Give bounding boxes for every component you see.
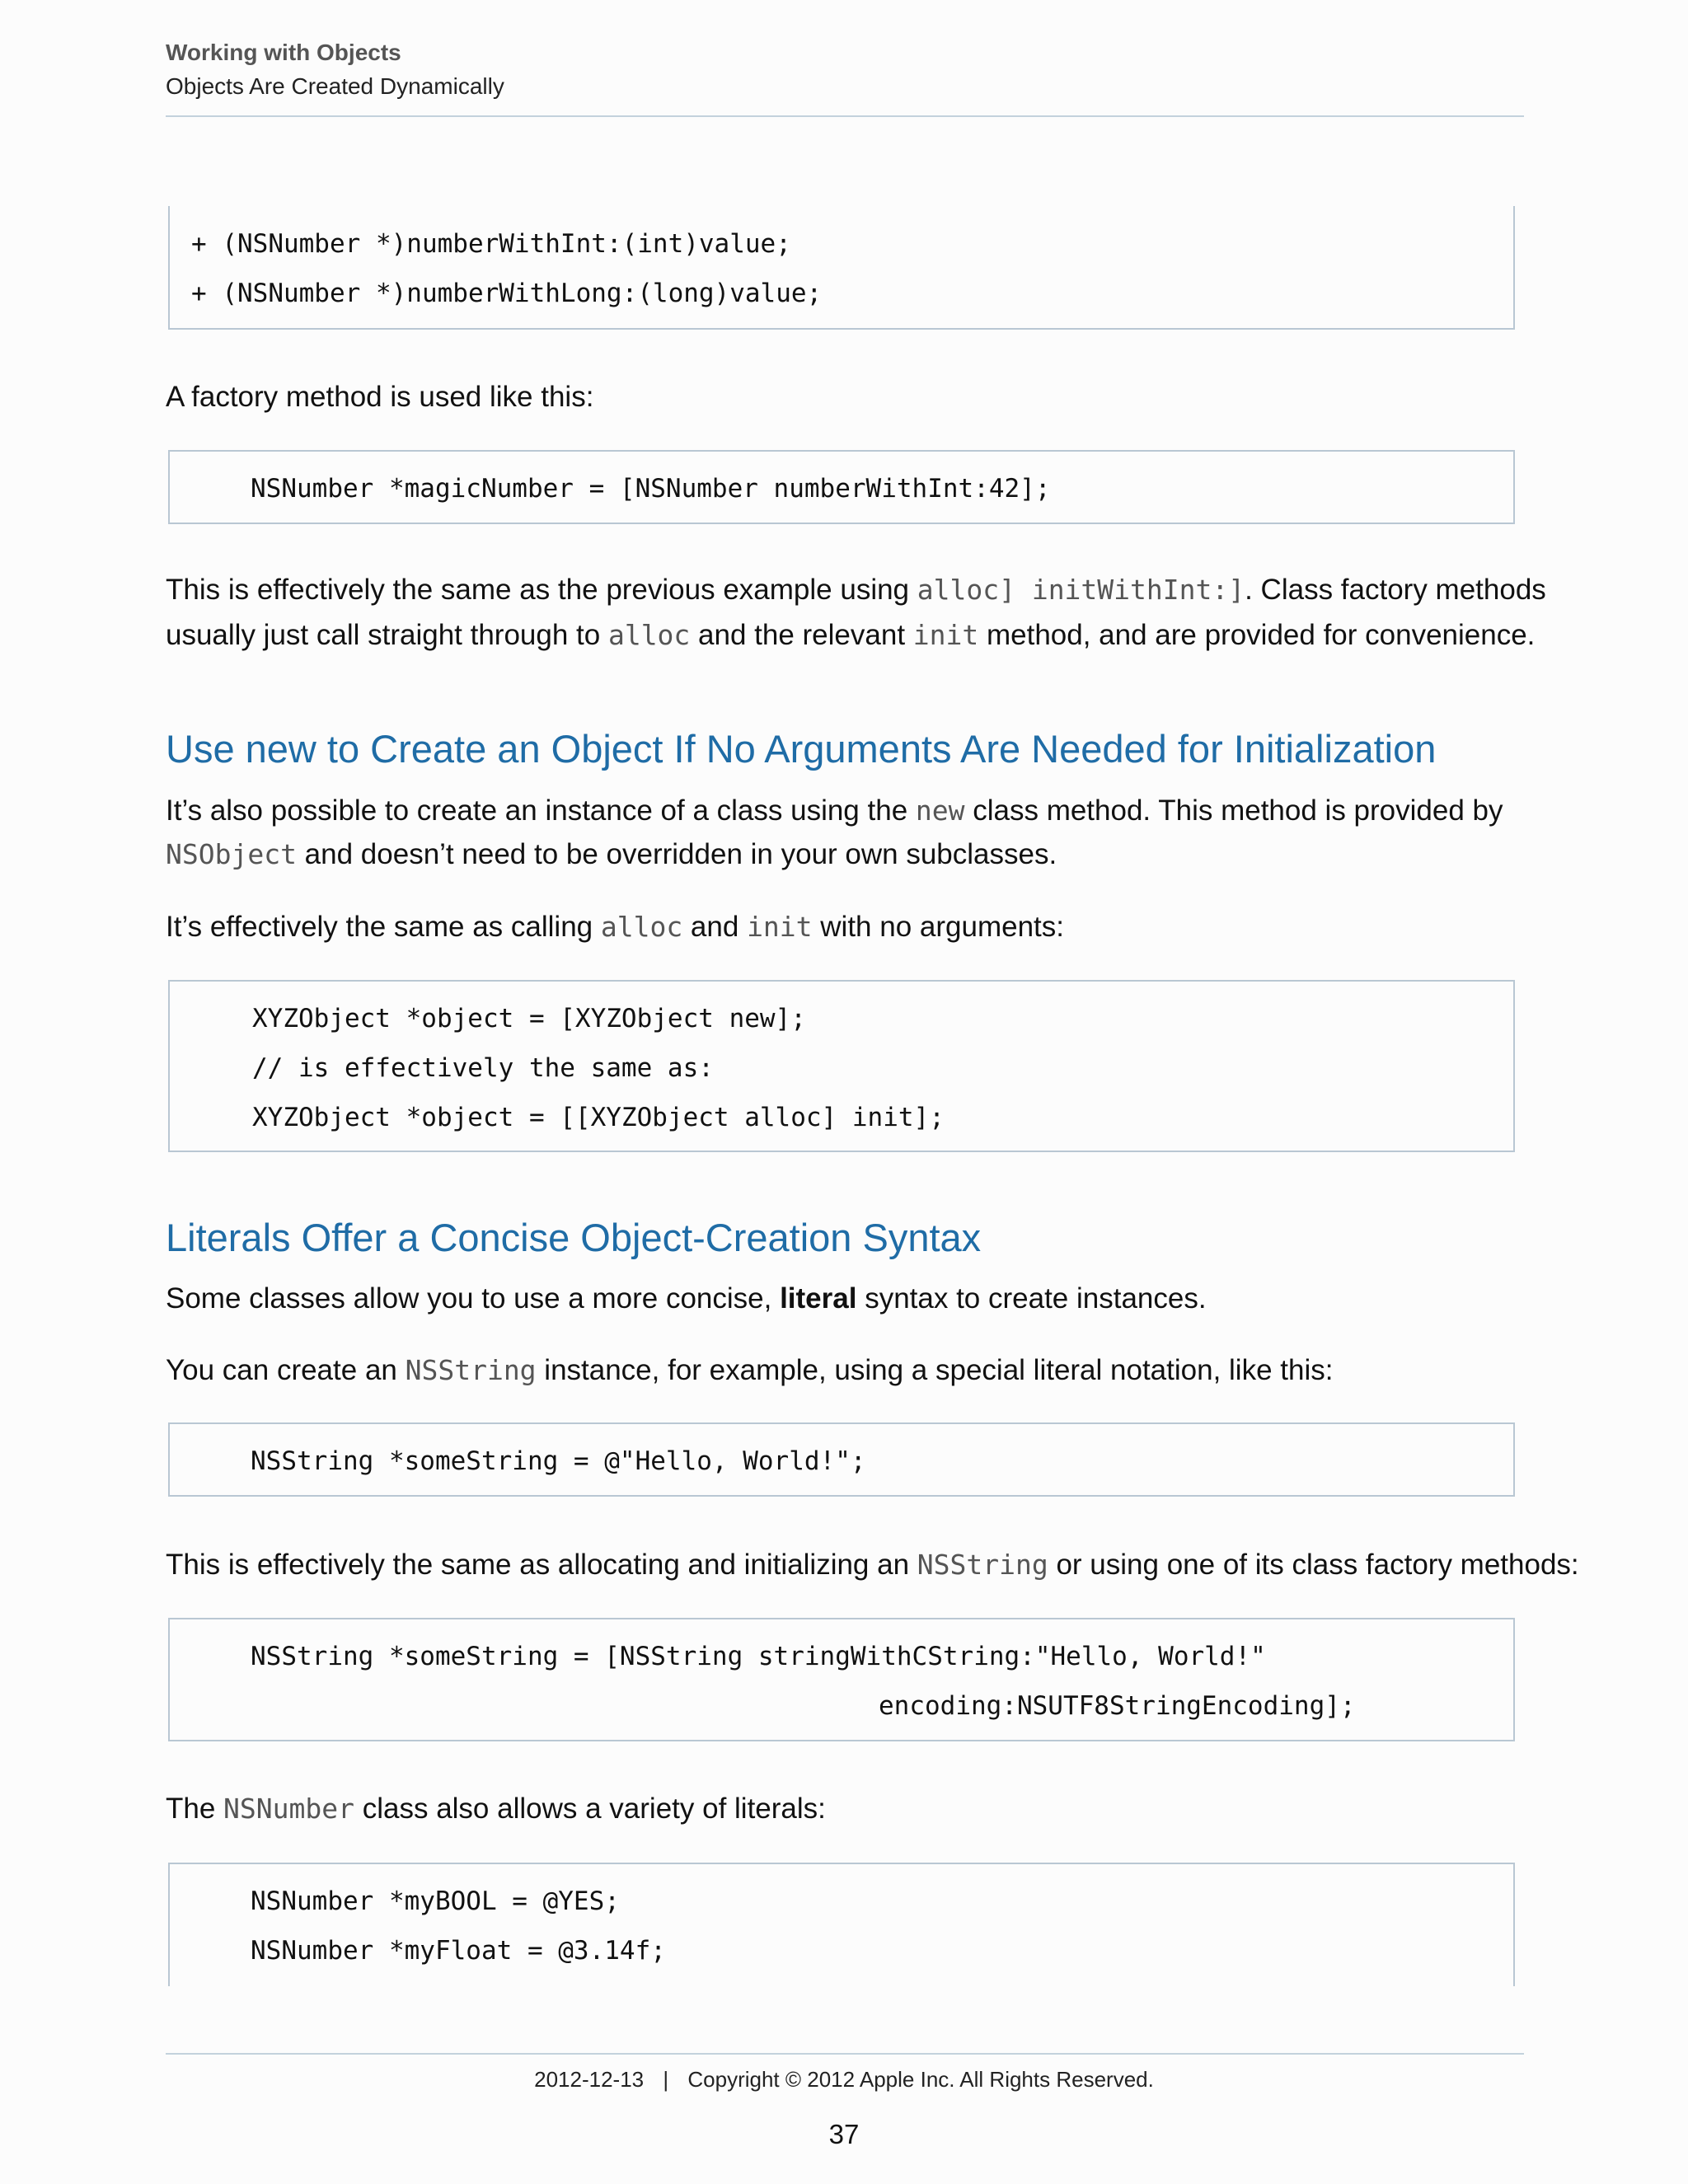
text: usually just call straight through to [166, 619, 608, 651]
code-block-string-literal [168, 1422, 1515, 1497]
text: and [682, 911, 748, 943]
inline-code: alloc] initWithInt:] [917, 574, 1245, 606]
section-heading: Literals Offer a Concise Object-Creation Syntax [166, 1216, 982, 1259]
inline-code: NSObject [166, 838, 297, 870]
inline-code: alloc [607, 619, 691, 651]
code-block-factory-declarations [168, 206, 1515, 330]
paragraph: A factory method is used like this: [166, 381, 594, 413]
inline-code: new [915, 794, 965, 827]
section-heading: Use new to Create an Object If No Arguments Are Needed for Initialization [166, 727, 1437, 771]
code-line: // is effectively the same as: [252, 1053, 714, 1083]
code-block-new-method [168, 980, 1515, 1152]
text: The [166, 1793, 224, 1825]
text: class method. This method is provided by [964, 794, 1503, 827]
inline-code: NSNumber [223, 1793, 354, 1825]
code-line: NSNumber *myFloat = @3.14f; [251, 1936, 666, 1966]
text: Some classes allow you to use a more concise, [166, 1282, 781, 1315]
text: You can create an [166, 1354, 406, 1386]
paragraph [166, 1549, 1579, 1582]
code-line: + (NSNumber *)numberWithInt:(int)value; [191, 229, 791, 259]
paragraph [166, 619, 1534, 652]
chapter-title: Working with Objects [166, 40, 401, 65]
code-line: NSNumber *magicNumber = [NSNumber numberWithInt:42]; [251, 474, 1051, 504]
code-block-factory-usage [168, 450, 1515, 524]
text: syntax to create instances. [856, 1282, 1207, 1315]
text: . Class factory methods [1245, 574, 1546, 606]
text: It’s also possible to create an instance of a class using the [166, 794, 916, 827]
running-header [166, 40, 1524, 117]
paragraph [166, 911, 1534, 944]
page-number: 37 [828, 2119, 860, 2149]
inline-code: init [912, 619, 979, 651]
code-line: encoding:NSUTF8StringEncoding]; [879, 1691, 1356, 1721]
text: This is effectively the same as the previous example using [166, 574, 917, 606]
text: class also allows a variety of literals: [354, 1793, 826, 1825]
text: and doesn’t need to be overridden in your own subclasses. [296, 838, 1057, 870]
code-line: NSString *someString = @"Hello, World!"; [251, 1446, 866, 1476]
footer [0, 2067, 1688, 2093]
paragraph [166, 574, 1546, 607]
bold-term: literal [780, 1282, 857, 1315]
text: and the relevant [690, 619, 913, 651]
code-block-number-literals [168, 1863, 1515, 1986]
code-line: XYZObject *object = [[XYZObject alloc] init]; [252, 1103, 945, 1132]
text: with no arguments: [812, 911, 1064, 943]
text: or using one of its class factory methods: [1048, 1549, 1579, 1581]
inline-code: alloc [600, 911, 683, 943]
inline-code: init [747, 911, 813, 943]
section-title: Objects Are Created Dynamically [166, 73, 504, 99]
footer-copyright: Copyright © 2012 Apple Inc. All Rights Reserved. [687, 2067, 1154, 2092]
code-line: XYZObject *object = [XYZObject new]; [252, 1004, 806, 1033]
text: This is effectively the same as allocating and initializing an [166, 1549, 917, 1581]
code-line: NSNumber *myBOOL = @YES; [251, 1886, 620, 1916]
text: method, and are provided for convenience. [978, 619, 1536, 651]
code-block-string-factory [168, 1618, 1515, 1741]
code-line: NSString *someString = [NSString stringWithCString:"Hello, World!" [251, 1642, 1266, 1671]
footer-divider [166, 2053, 1524, 2055]
paragraph [166, 1282, 1534, 1315]
paragraph [166, 794, 1534, 827]
text: instance, for example, using a special literal notation, like this: [536, 1354, 1334, 1386]
footer-date: 2012-12-13 [534, 2067, 645, 2092]
paragraph [166, 1354, 1534, 1387]
paragraph [166, 1793, 1534, 1825]
inline-code: NSString [917, 1549, 1048, 1581]
inline-code: NSString [405, 1354, 537, 1386]
code-line: + (NSNumber *)numberWithLong:(long)value; [191, 279, 823, 308]
footer-separator: | [663, 2067, 669, 2092]
paragraph [166, 838, 1534, 871]
text: It’s effectively the same as calling [166, 911, 601, 943]
